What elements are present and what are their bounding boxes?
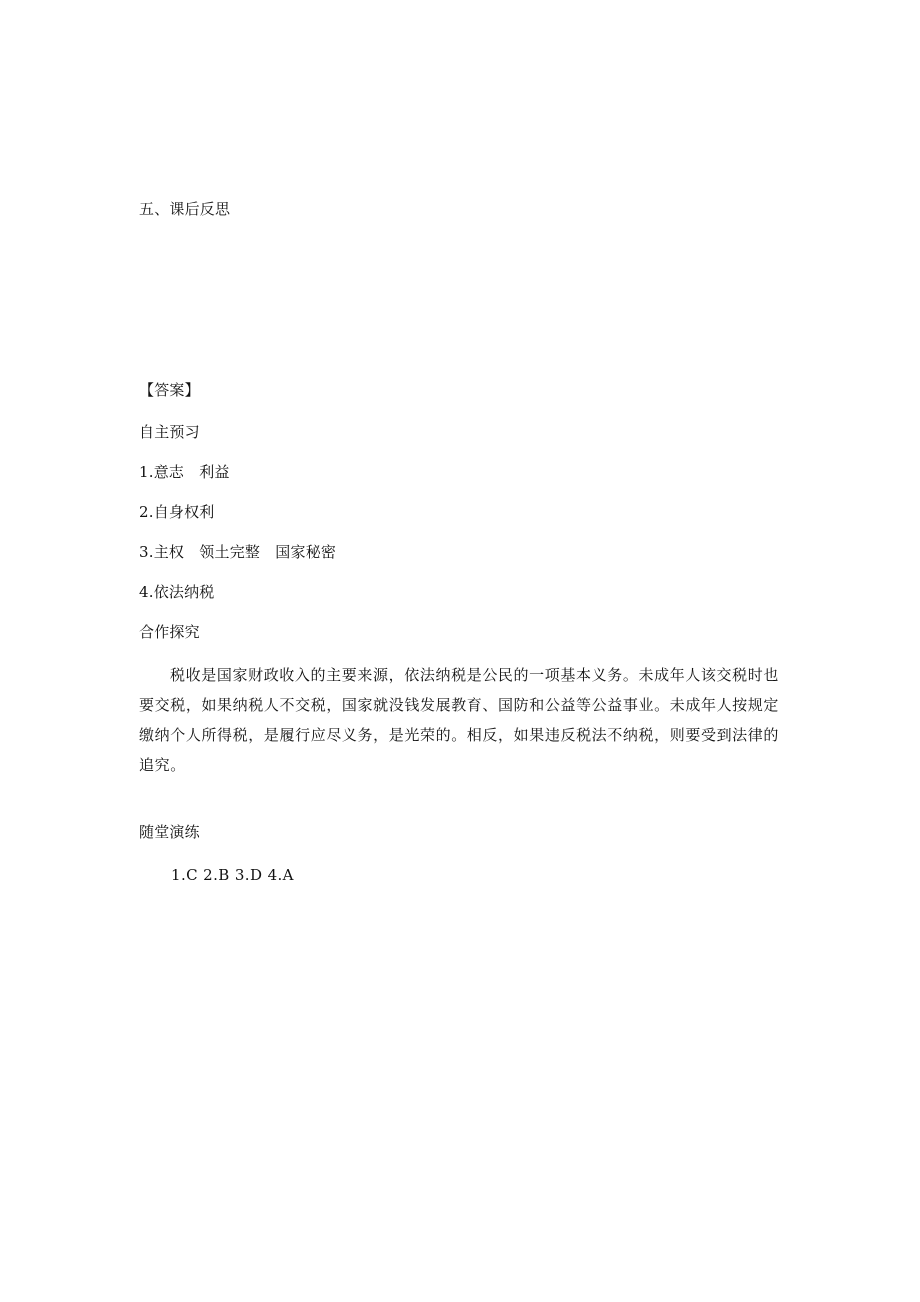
- self-study-item: 4.依法纳税: [139, 583, 215, 601]
- cooperation-paragraph: 税收是国家财政收入的主要来源，依法纳税是公民的一项基本义务。未成年人该交税时也要交税，如果纳税人不交税，国家就没钱发展教育、国防和公益等公益事业。未成年人按规定缴纳个人所得税，是履行应尽义务，是光荣的。相反，如果违反税法不纳税，则要受到法律的追究。: [139, 666, 779, 774]
- cooperation-heading: 合作探究: [139, 623, 200, 641]
- self-study-item: 2.自身权利: [139, 503, 215, 521]
- self-study-heading: 自主预习: [139, 423, 200, 441]
- self-study-item: 3.主权 领土完整 国家秘密: [139, 543, 337, 561]
- answer-heading: 【答案】: [139, 381, 200, 399]
- reflection-heading: 五、课后反思: [139, 200, 231, 218]
- practice-heading: 随堂演练: [139, 823, 200, 841]
- self-study-item: 1.意志 利益: [139, 463, 230, 481]
- practice-answers: 1.C 2.B 3.D 4.A: [171, 866, 294, 884]
